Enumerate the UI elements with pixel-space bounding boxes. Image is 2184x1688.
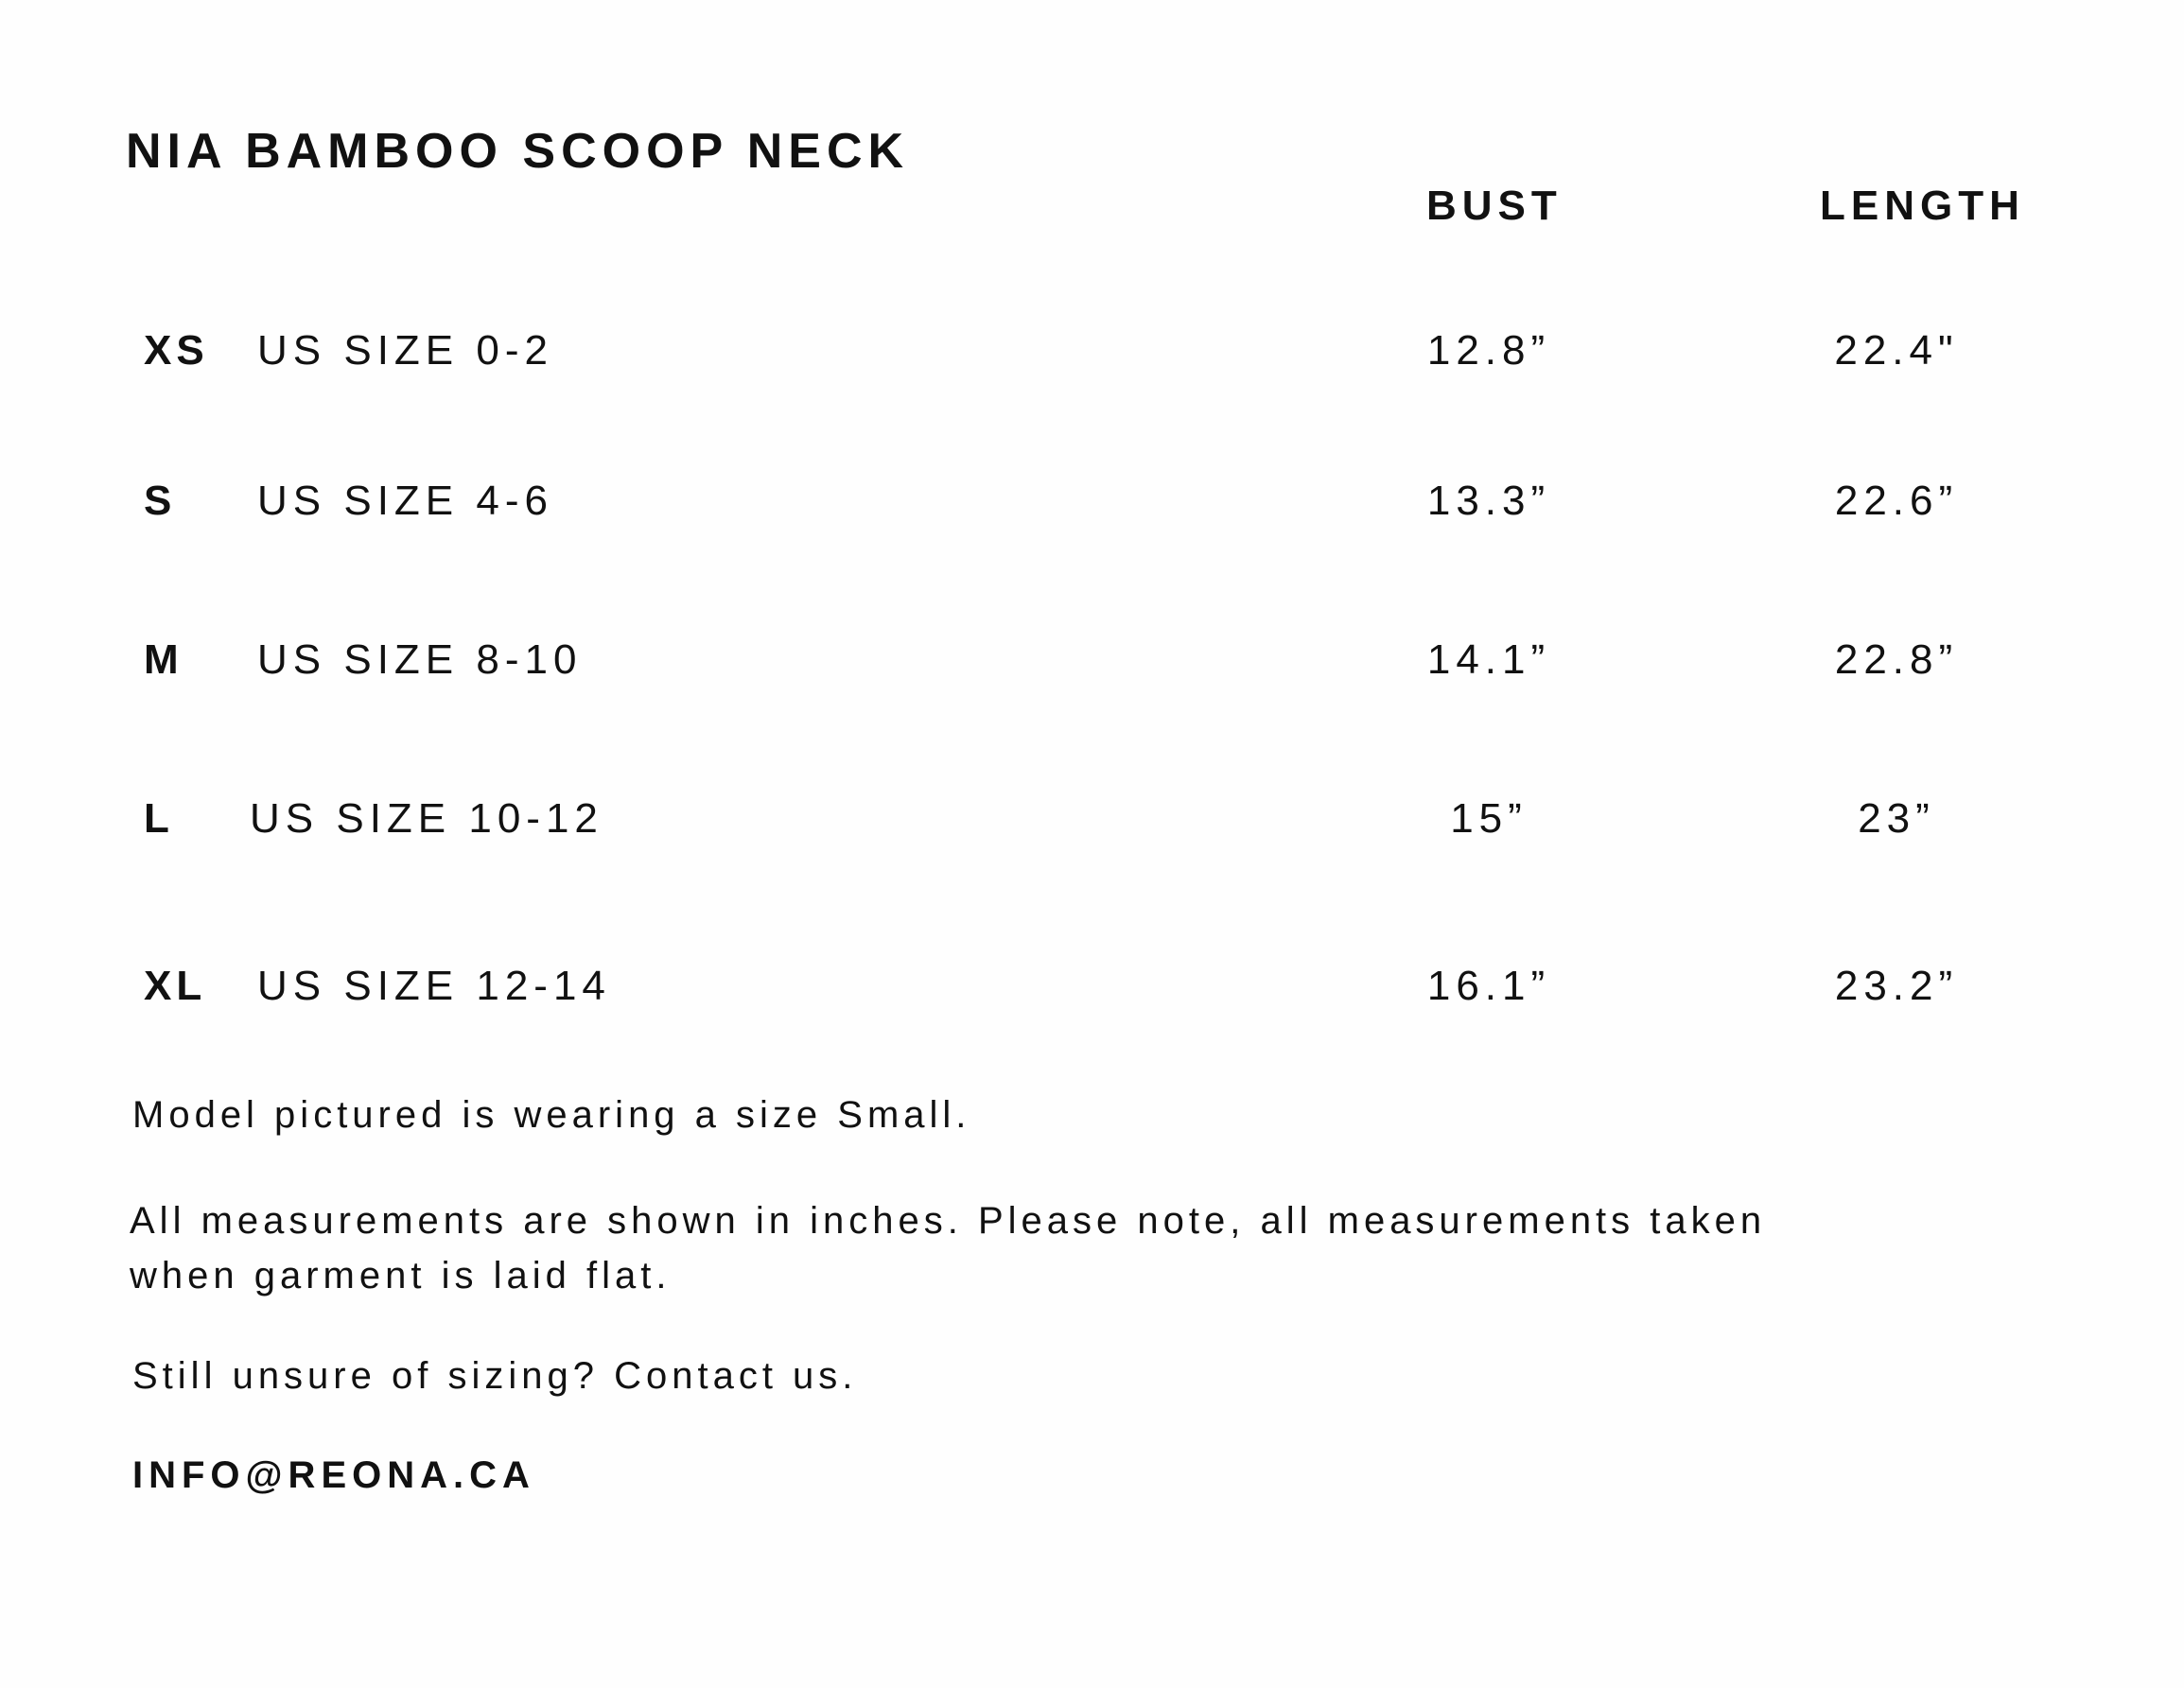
- measurements-note-line-1: All measurements are shown in inches. Please note, all measurements taken: [130, 1200, 1767, 1242]
- us-size-l: US SIZE 10-12: [250, 795, 603, 842]
- size-code-l: L: [144, 795, 174, 842]
- bust-value-xs: 12.8”: [1426, 327, 1551, 374]
- size-code-m: M: [144, 636, 183, 683]
- bust-value-m: 14.1”: [1426, 636, 1551, 683]
- model-size-note: Model pictured is wearing a size Small.: [132, 1094, 971, 1136]
- us-size-xl: US SIZE 12-14: [257, 963, 611, 1009]
- us-size-xs: US SIZE 0-2: [257, 327, 553, 374]
- length-value-l: 23”: [1858, 795, 1935, 842]
- us-size-s: US SIZE 4-6: [257, 478, 553, 524]
- page-title: NIA BAMBOO SCOOP NECK: [126, 124, 910, 179]
- size-code-s: S: [144, 478, 177, 524]
- contact-email-link[interactable]: INFO@REONA.CA: [132, 1454, 535, 1496]
- bust-column-header: BUST: [1426, 183, 1563, 229]
- bust-value-s: 13.3”: [1426, 478, 1551, 524]
- length-value-m: 22.8”: [1834, 636, 1959, 683]
- length-column-header: LENGTH: [1820, 183, 2025, 229]
- measurements-note-line-2: when garment is laid flat.: [130, 1255, 672, 1296]
- length-value-xl: 23.2”: [1834, 963, 1959, 1009]
- length-value-xs: 22.4": [1834, 327, 1959, 374]
- bust-value-xl: 16.1”: [1426, 963, 1551, 1009]
- bust-value-l: 15”: [1450, 795, 1528, 842]
- us-size-m: US SIZE 8-10: [257, 636, 583, 683]
- length-value-s: 22.6”: [1834, 478, 1959, 524]
- size-code-xs: XS: [144, 327, 209, 374]
- contact-prompt: Still unsure of sizing? Contact us.: [132, 1355, 858, 1397]
- size-code-xl: XL: [144, 963, 207, 1009]
